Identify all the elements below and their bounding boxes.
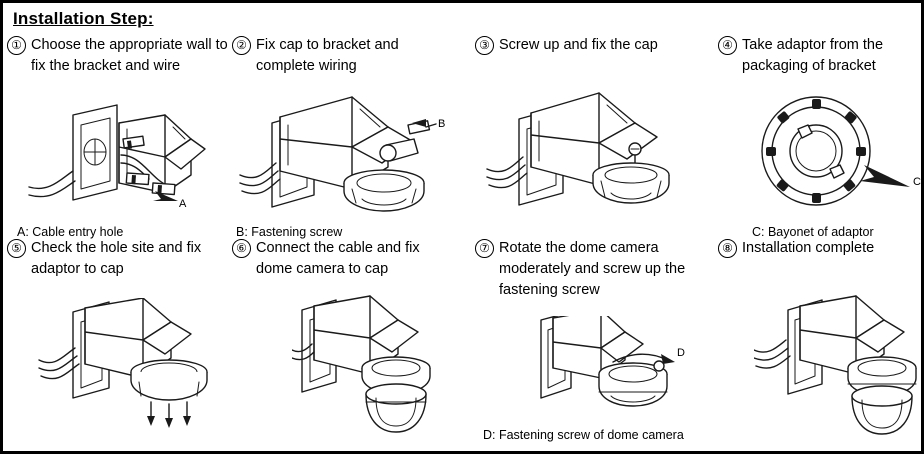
step-1-number: ① <box>7 36 26 55</box>
marker-a-label: A <box>179 198 187 210</box>
step-3-illustration <box>485 83 700 223</box>
step-4-text: Take adaptor from the packaging of bracket <box>742 37 884 74</box>
step-2-number: ② <box>232 36 251 55</box>
step-5-heading <box>7 238 236 280</box>
step-8-illustration <box>754 294 924 439</box>
caption-b: B: Fastening screw <box>236 225 343 239</box>
step-3-text: Screw up and fix the cap <box>499 37 658 53</box>
step-8-heading <box>718 238 924 259</box>
steps-grid <box>3 35 921 451</box>
marker-d-label: D <box>677 347 685 359</box>
step-1-illustration <box>15 97 230 222</box>
step-cell-3 <box>475 35 704 239</box>
step-7-text: Rotate the dome camera moderately and screw up the fastening screw <box>499 240 686 298</box>
step-5-number: ⑤ <box>7 239 26 258</box>
step-7-number: ⑦ <box>475 239 494 258</box>
step-7-heading <box>475 238 704 301</box>
step-4-number: ④ <box>718 36 737 55</box>
step-6-illustration <box>292 294 467 439</box>
caption-c: C: Bayonet of adaptor <box>752 225 874 239</box>
step-1-text: Choose the appropriate wall to fix the bracket and wire <box>31 37 228 74</box>
steps-row-2 <box>3 238 921 442</box>
step-cell-1 <box>7 35 236 239</box>
step-cell-2 <box>232 35 461 239</box>
step-8-text: Installation complete <box>742 240 875 256</box>
step-cell-8 <box>718 238 924 442</box>
caption-d: D: Fastening screw of dome camera <box>483 428 684 442</box>
step-8-number: ⑧ <box>718 239 737 258</box>
marker-b-label: B <box>438 118 446 130</box>
step-4-illustration <box>738 93 924 218</box>
step-4-heading <box>718 35 924 77</box>
steps-row-1 <box>3 35 921 239</box>
step-6-text: Connect the cable and fix dome camera to cap <box>256 240 420 277</box>
step-6-heading <box>232 238 461 280</box>
marker-c-label: C <box>913 176 921 188</box>
step-cell-6 <box>232 238 461 442</box>
step-cell-7 <box>475 238 704 442</box>
page-title: Installation Step: <box>13 9 154 28</box>
step-7-illustration <box>535 316 710 426</box>
step-2-heading <box>232 35 461 77</box>
step-5-illustration <box>31 298 231 438</box>
step-2-illustration <box>236 83 451 223</box>
step-3-heading <box>475 35 704 56</box>
step-1-heading <box>7 35 236 77</box>
step-2-text: Fix cap to bracket and complete wiring <box>256 37 399 74</box>
caption-a: A: Cable entry hole <box>17 225 124 239</box>
step-cell-4 <box>718 35 924 239</box>
step-cell-5 <box>7 238 236 442</box>
step-5-text: Check the hole site and fix adaptor to cap <box>31 240 202 277</box>
step-3-number: ③ <box>475 36 494 55</box>
step-6-number: ⑥ <box>232 239 251 258</box>
